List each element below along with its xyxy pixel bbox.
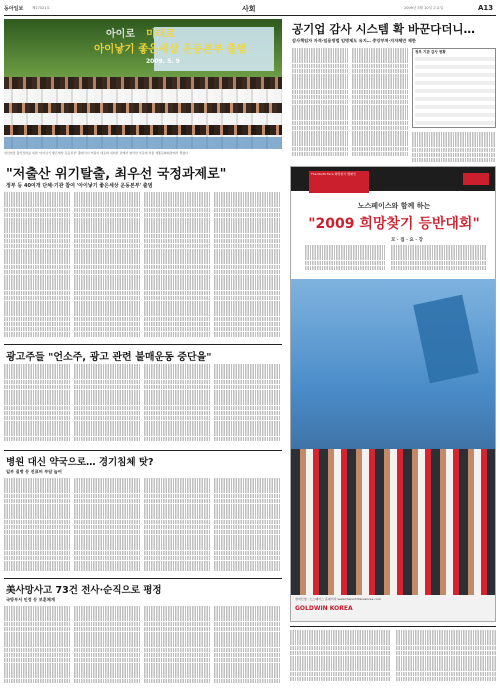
hospital-col-1 bbox=[4, 478, 70, 574]
masthead bbox=[4, 4, 496, 14]
bottom-subhead: 국방부서 인정 등 보훈체계 bbox=[6, 597, 55, 602]
divider-4 bbox=[290, 626, 496, 627]
main-body-col-2 bbox=[74, 192, 140, 342]
section-name: 사회 bbox=[242, 5, 256, 13]
header-rule bbox=[4, 15, 496, 16]
north-face-logo bbox=[463, 173, 489, 185]
main-body-col-3 bbox=[144, 192, 210, 342]
hospital-col-3 bbox=[144, 478, 210, 574]
right-bottom-col-1 bbox=[290, 630, 390, 686]
ad-line1: 노스페이스와 함께 하는 bbox=[357, 202, 431, 210]
right-body-col-1 bbox=[292, 48, 348, 162]
right-headline: 공기업 감사 시스템 확 바꾼다더니… bbox=[292, 22, 476, 36]
right-body-col-3 bbox=[412, 132, 496, 162]
hospital-col-2 bbox=[74, 478, 140, 574]
ad-info-label: 모 · 집 · 요 · 강 bbox=[391, 238, 423, 243]
ad-info-right bbox=[391, 245, 487, 275]
issue-number: 제27021호 bbox=[32, 6, 50, 10]
hospital-subhead: 일부 질병 등 진료비 부담 늘어 bbox=[6, 469, 62, 474]
ad-footer-text: 참여신청 : 노스페이스 홈페이지 www.thenorthfacekorea.co.kr bbox=[295, 597, 382, 601]
banner-text: 아이로 미래로 아이낳기 좋은세상 운동본부 출범 2009. 5. 9 bbox=[94, 29, 247, 65]
ad-photo bbox=[291, 279, 496, 595]
bottom-col-4 bbox=[214, 606, 280, 686]
hospital-headline: 병원 대신 약국으로… 경기침체 탓? bbox=[6, 457, 154, 468]
main-body-col-1 bbox=[4, 192, 70, 342]
ad-footer bbox=[291, 595, 496, 622]
bottom-col-2 bbox=[74, 606, 140, 686]
ad-red-badge: The North Face 희망찾기 캠페인 bbox=[309, 171, 369, 193]
divider-2 bbox=[4, 450, 282, 451]
paper-name: 동아일보 bbox=[4, 6, 24, 12]
divider-3 bbox=[4, 578, 282, 579]
ad-story-col-1 bbox=[4, 364, 70, 446]
issue-date: 2009년 5월 10일 수요일 bbox=[404, 6, 444, 10]
bottom-col-1 bbox=[4, 606, 70, 686]
ad-block bbox=[290, 166, 496, 622]
main-headline: "저출산 위기탈출, 최우선 국정과제로" bbox=[6, 167, 227, 182]
divider-1 bbox=[4, 344, 282, 345]
ad-story-col-4 bbox=[214, 364, 280, 446]
page-number: A13 bbox=[478, 4, 494, 12]
ad-story-col-2 bbox=[74, 364, 140, 446]
ad-story-col-3 bbox=[144, 364, 210, 446]
goldwin-logo: GOLDWIN KOREA bbox=[295, 605, 353, 612]
right-subhead: 감사책임자 자격·임용방법 임명제도 유지… 중앙부처·지자체만 제한 bbox=[292, 38, 416, 43]
ad-info-left bbox=[305, 245, 385, 275]
event-photo bbox=[4, 19, 282, 149]
ad-title: "2009 희망찾기 등반대회" bbox=[308, 216, 480, 232]
main-subhead: 정부 등 40여개 단체·기관 참여 '아이낳기 좋은세상 운동본부' 출범 bbox=[6, 183, 153, 189]
right-data-table: 정부 기관 감사 현황 bbox=[412, 48, 496, 128]
hospital-col-4 bbox=[214, 478, 280, 574]
main-body-col-4 bbox=[214, 192, 280, 342]
bottom-headline: 美사망사고 73건 전사·순직으로 평정 bbox=[6, 585, 162, 596]
right-body-col-2 bbox=[352, 48, 408, 162]
ad-story-headline: 광고주들 "언소주, 광고 관련 불매운동 중단을" bbox=[6, 352, 212, 363]
right-bottom-col-2 bbox=[396, 630, 496, 686]
bottom-col-3 bbox=[144, 606, 210, 686]
photo-caption: 일선현장 출산장려를 위한 '아이낳기 좋은세상 운동본부' 출범식이 어린이 대표와 내외빈 관계자 참석한 가운데 서울 세종문화회관에서 열렸다. bbox=[4, 151, 189, 155]
